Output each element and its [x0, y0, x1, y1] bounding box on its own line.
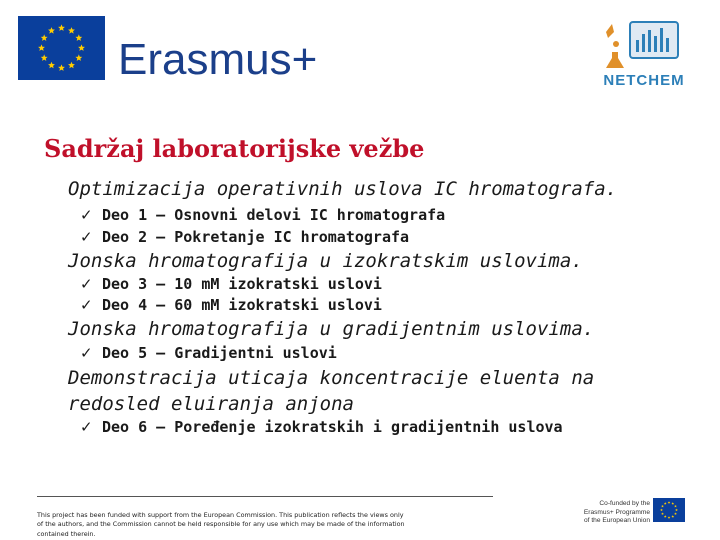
list-item-label: Deo 5 – Gradijentni uslovi [102, 344, 337, 362]
check-icon: ✓ [80, 275, 93, 293]
footer-disclaimer [37, 511, 507, 539]
topic-4-line-2: redosled eluiranja anjona [68, 393, 354, 415]
list-item-label: Deo 4 – 60 mM izokratski uslovi [102, 296, 382, 314]
list-item [80, 344, 337, 362]
footer-divider [37, 496, 493, 497]
slide-title: Sadržaj laboratorijske vežbe [44, 134, 425, 163]
list-item-label: Deo 2 – Pokretanje IC hromatografa [102, 228, 410, 246]
list-item [80, 206, 445, 224]
topic-1: Optimizacija operativnih uslova IC hromatografa. [68, 178, 618, 200]
topic-4-line-1: Demonstracija uticaja koncentracije eluenta na [68, 367, 595, 389]
eu-flag-small-icon [653, 498, 685, 522]
check-icon: ✓ [80, 228, 93, 246]
list-item [80, 228, 409, 246]
check-icon: ✓ [80, 296, 93, 314]
check-icon: ✓ [80, 418, 93, 436]
netchem-logo-text: NETCHEM [603, 72, 685, 89]
erasmus-logo-text: Erasmus+ [118, 35, 318, 84]
cofunded-line: Co-funded by the [599, 500, 650, 507]
list-item [80, 418, 563, 436]
topic-3: Jonska hromatografija u gradijentnim uslovima. [68, 318, 595, 340]
eu-flag-icon [18, 16, 105, 80]
list-item-label: Deo 6 – Poređenje izokratskih i gradijentnih uslova [102, 418, 563, 436]
check-icon: ✓ [80, 344, 93, 362]
list-item-label: Deo 3 – 10 mM izokratski uslovi [102, 275, 382, 293]
list-item-label: Deo 1 – Osnovni delovi IC hromatografa [102, 206, 446, 224]
topic-2: Jonska hromatografija u izokratskim uslovima. [68, 250, 583, 272]
cofunded-line: of the European Union [584, 517, 650, 525]
disclaimer-line: This project has been funded with support from the European Commission. This publication reflects the views only [37, 511, 404, 519]
check-icon: ✓ [80, 206, 93, 224]
disclaimer-line: of the authors, and the Commission cannot be held responsible for any use which may be made of the information [37, 520, 405, 529]
disclaimer-line: contained therein. [37, 529, 96, 538]
cofunded-label [570, 500, 650, 526]
cofunded-line: Erasmus+ Programme [583, 508, 650, 516]
list-item [80, 275, 382, 293]
list-item [80, 296, 382, 314]
